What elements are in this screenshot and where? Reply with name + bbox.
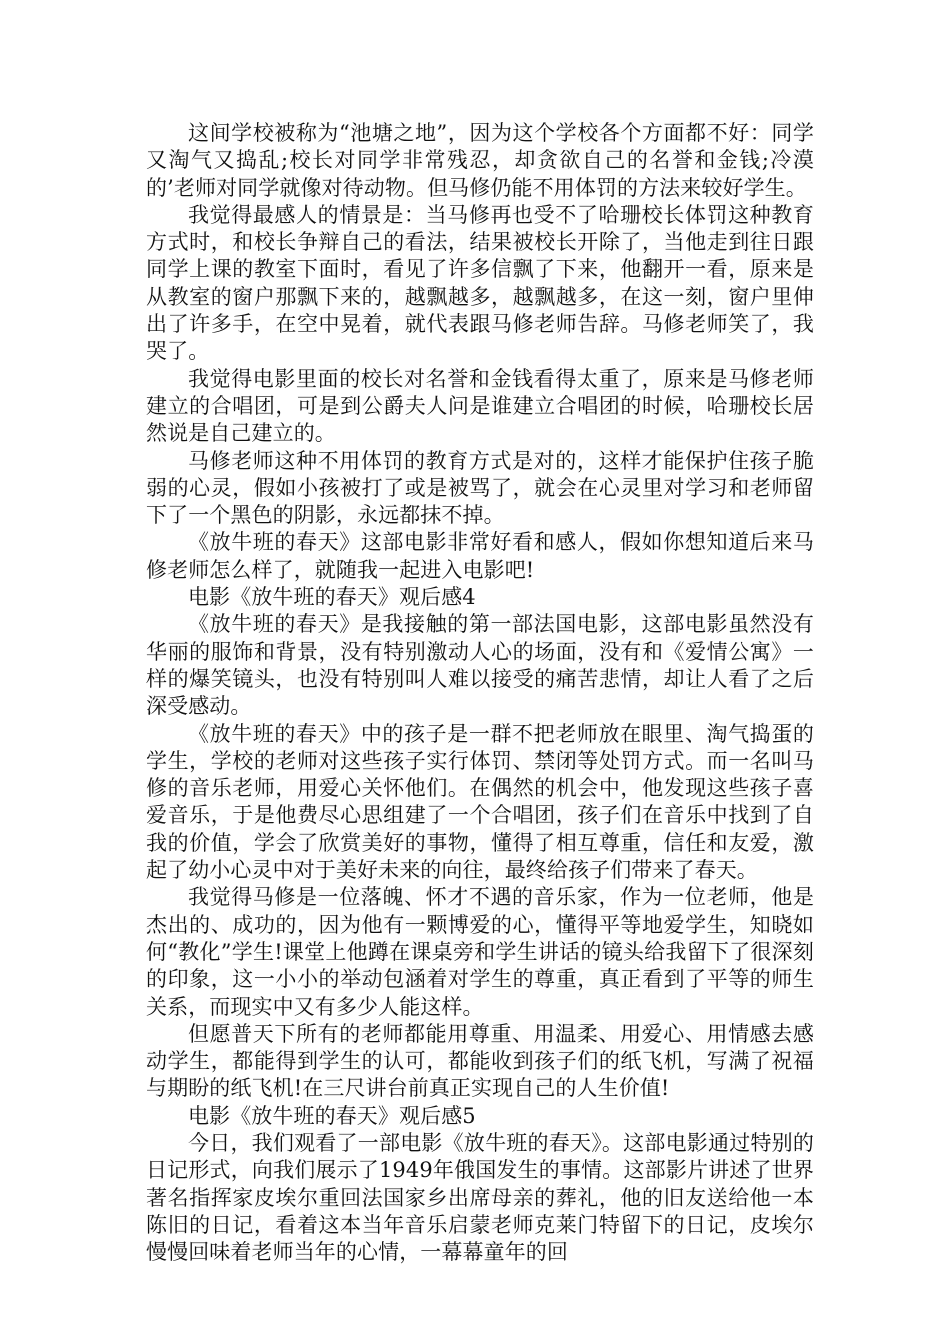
paragraph: 我觉得马修是一位落魄、怀才不遇的音乐家，作为一位老师，他是杰出的、成功的，因为他有一颗博爱的心，懂得平等地爱学生，知晓如何“教化”学生!课堂上他蹲在课桌旁和学生讲话的镜头给我留下了很深刻的印象，这一小小的举动包涵着对学生的尊重，真正看到了平等的师生关系，而现实中又有多少人能这样。 bbox=[146, 885, 814, 1019]
paragraph: 我觉得最感人的情景是：当马修再也受不了哈珊校长体罚这种教育方式时，和校长争辩自己的看法，结果被校长开除了，当他走到往日跟同学上课的教室下面时，看见了许多信飘了下来，他翻开一看，原来是从教室的窗户那飘下来的，越飘越多，越飘越多，在这一刻，窗户里伸出了许多手，在空中晃着，就代表跟马修老师告辞。马修老师笑了，我哭了。 bbox=[146, 202, 814, 364]
paragraph: 今日，我们观看了一部电影《放牛班的春天》。这部电影通过特别的日记形式，向我们展示了1949年俄国发生的事情。这部影片讲述了世界著名指挥家皮埃尔重回法国家乡出席母亲的葬礼，他的旧友送给他一本陈旧的日记，看着这本当年音乐启蒙老师克莱门特留下的日记，皮埃尔慢慢回味着老师当年的心情，一幕幕童年的回 bbox=[146, 1130, 814, 1265]
paragraph: 我觉得电影里面的校长对名誉和金钱看得太重了，原来是马修老师建立的合唱团，可是到公爵夫人问是谁建立合唱团的时候，哈珊校长居然说是自己建立的。 bbox=[146, 366, 814, 446]
paragraph: 这间学校被称为“池塘之地”，因为这个学校各个方面都不好：同学又淘气又捣乱;校长对同学非常残忍，却贪欲自己的名誉和金钱;冷漠的’老师对同学就像对待动物。但马修仍能不用体罚的方法来较好学生。 bbox=[146, 121, 814, 200]
paragraph: 马修老师这种不用体罚的教育方式是对的，这样才能保护住孩子脆弱的心灵，假如小孩被打了或是被骂了，就会在心灵里对学习和老师留下了一个黑色的阴影，永远都抹不掉。 bbox=[146, 448, 814, 528]
paragraph: 《放牛班的春天》中的孩子是一群不把老师放在眼里、淘气捣蛋的学生，学校的老师对这些孩子实行体罚、禁闭等处罚方式。而一名叫马修的音乐老师，用爱心关怀他们。在偶然的机会中，他发现这些孩子喜爱音乐，于是他费尽心思组建了一个合唱团，孩子们在音乐中找到了自我的价值，学会了欣赏美好的事物，懂得了相互尊重，信任和友爱，激起了幼小心灵中对于美好未来的向往，最终给孩子们带来了春天。 bbox=[146, 721, 814, 883]
paragraph: 《放牛班的春天》是我接触的第一部法国电影，这部电影虽然没有华丽的服饰和背景，没有特别激动人心的场面，没有和《爱情公寓》一样的爆笑镜头，也没有特别叫人难以接受的痛苦悲情，却让人看了之后深受感动。 bbox=[146, 612, 814, 719]
document-body bbox=[146, 120, 814, 1266]
paragraph: 但愿普天下所有的老师都能用尊重、用温柔、用爱心、用情感去感动学生，都能得到学生的认可，都能收到孩子们的纸飞机，写满了祝福与期盼的纸飞机!在三尺讲台前真正实现自己的人生价值! bbox=[146, 1021, 814, 1101]
section-heading: 电影《放牛班的春天》观后感5 bbox=[188, 1103, 476, 1128]
paragraph: 《放牛班的春天》这部电影非常好看和感人，假如你想知道后来马修老师怎么样了，就随我一起进入电影吧! bbox=[146, 530, 814, 582]
section-heading: 电影《放牛班的春天》观后感4 bbox=[188, 585, 476, 610]
